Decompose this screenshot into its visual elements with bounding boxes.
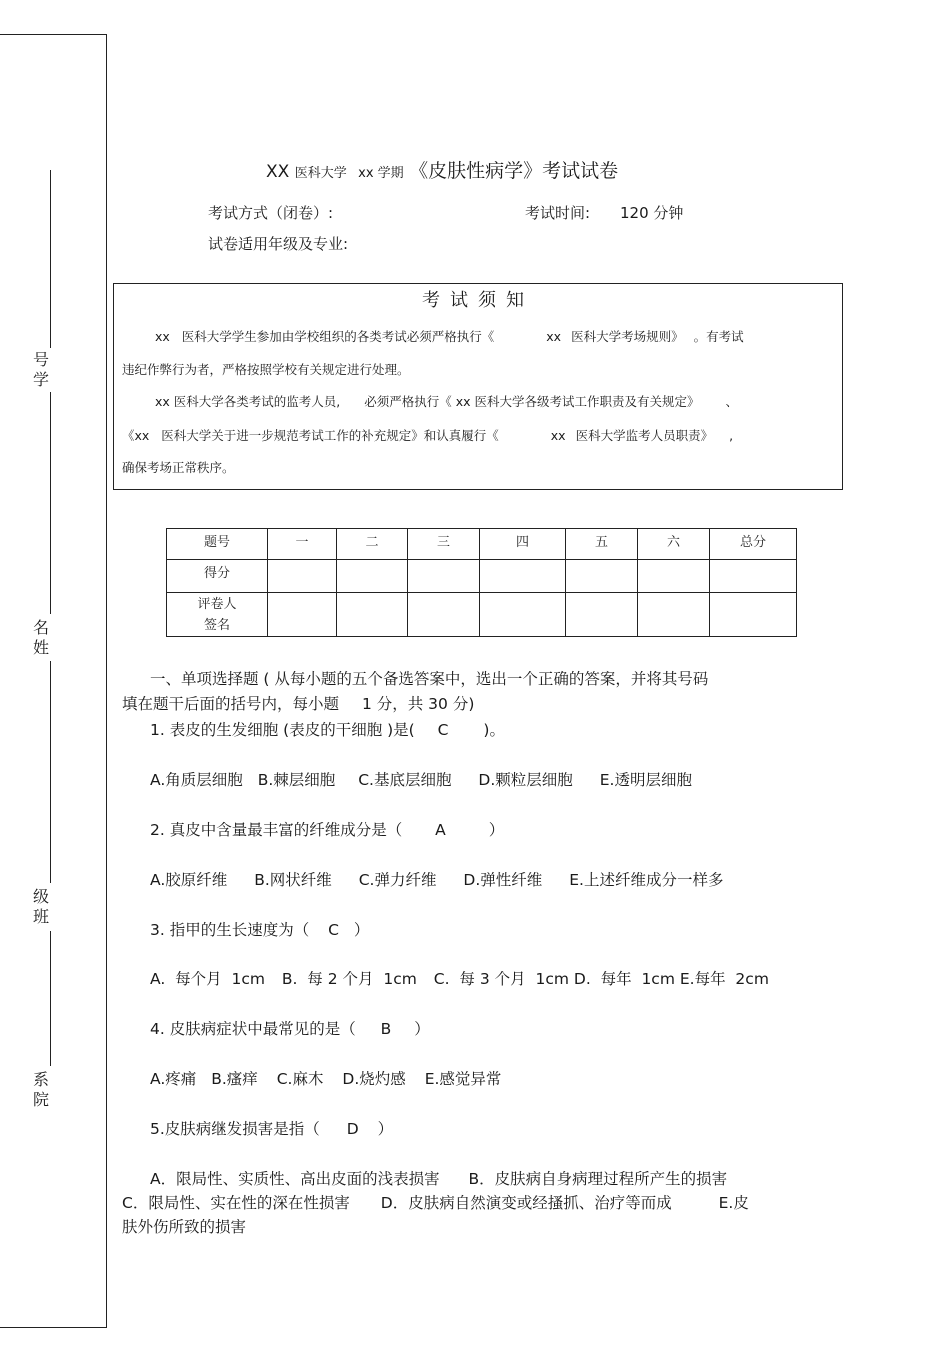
exam-mode: 考试方式（闭卷）: bbox=[208, 204, 334, 222]
notice-line bbox=[155, 392, 738, 410]
grader-cell[interactable] bbox=[638, 593, 710, 637]
notice-text: 医科大学关于进一步规范考试工作的补充规定》和认真履行《 bbox=[161, 428, 499, 443]
option: C.弹力纤维 bbox=[358, 871, 437, 889]
table-header-cell: 五 bbox=[566, 529, 638, 560]
question-text: 1. 表皮的生发细胞 (表皮的干细胞 )是( bbox=[150, 721, 415, 739]
notice-text: xx 医科大学各类考试的监考人员, bbox=[155, 394, 341, 409]
binding-divider bbox=[50, 170, 51, 348]
question-stem bbox=[150, 818, 504, 840]
score-cell[interactable] bbox=[268, 560, 337, 593]
binding-divider bbox=[50, 931, 51, 1066]
question-options: 肤外伤所致的损害 bbox=[122, 1218, 247, 1236]
binding-divider bbox=[50, 661, 51, 883]
answer-text: D bbox=[346, 1120, 359, 1138]
title-part: 《皮肤性病学》考试试卷 bbox=[409, 160, 619, 182]
notice-text: xx bbox=[155, 329, 170, 344]
option: C．限局性、实在性的深在性损害 bbox=[122, 1194, 350, 1212]
grader-cell[interactable] bbox=[337, 593, 408, 637]
score-cell[interactable] bbox=[638, 560, 710, 593]
grader-row-label bbox=[167, 593, 268, 637]
notice-line bbox=[122, 426, 733, 444]
notice-text: , bbox=[729, 428, 734, 443]
exam-time-value: 120 分钟 bbox=[620, 204, 684, 222]
question-options bbox=[150, 868, 723, 890]
question-text: ） bbox=[414, 1020, 430, 1038]
option: A．限局性、实质性、高出皮面的浅表损害 bbox=[150, 1170, 440, 1188]
score-cell[interactable] bbox=[710, 560, 797, 593]
score-cell[interactable] bbox=[566, 560, 638, 593]
option: B.棘层细胞 bbox=[257, 771, 336, 789]
binding-label-department: 系院 bbox=[32, 1070, 49, 1109]
table-header-cell: 题号 bbox=[167, 529, 268, 560]
grader-cell[interactable] bbox=[268, 593, 337, 637]
question-text: ） bbox=[377, 1120, 394, 1138]
table-header-cell: 四 bbox=[480, 529, 566, 560]
grader-cell[interactable] bbox=[408, 593, 480, 637]
question-text: 3. 指甲的生长速度为（ bbox=[150, 921, 310, 939]
answer-text: B bbox=[380, 1020, 392, 1038]
binding-label-class: 级班 bbox=[32, 887, 49, 926]
option: E.感觉异常 bbox=[424, 1070, 502, 1088]
question-text: ） bbox=[353, 921, 370, 939]
table-header-cell: 六 bbox=[638, 529, 710, 560]
option: A.角质层细胞 bbox=[150, 771, 243, 789]
grade-major: 试卷适用年级及专业: bbox=[208, 235, 349, 253]
question-options bbox=[150, 967, 769, 989]
notice-text: 医科大学学生参加由学校组织的各类考试必须严格执行《 bbox=[181, 329, 495, 344]
section-heading: 一、单项选择题 ( 从每小题的五个备选答案中，选出一个正确的答案，并将其号码 bbox=[150, 670, 709, 688]
option: C. 每 3 个月 1cm D. 每年 1cm E.每年 2cm bbox=[433, 970, 769, 988]
grader-cell[interactable] bbox=[480, 593, 566, 637]
notice-line bbox=[155, 327, 744, 345]
grader-cell[interactable] bbox=[566, 593, 638, 637]
table-header-cell: 一 bbox=[268, 529, 337, 560]
title-part: XX bbox=[266, 162, 290, 182]
option: D．皮肤病自然演变或经搔抓、治疗等而成 bbox=[380, 1194, 672, 1212]
score-row-label: 得分 bbox=[167, 560, 268, 593]
option: B．皮肤病自身病理过程所产生的损害 bbox=[468, 1170, 728, 1188]
title-part: xx 学期 bbox=[358, 166, 404, 181]
section-heading-text: 填在题干后面的括号内，每小题 bbox=[122, 695, 340, 713]
option: C.麻木 bbox=[276, 1070, 324, 1088]
option: D.弹性纤维 bbox=[463, 871, 543, 889]
score-table bbox=[166, 528, 797, 637]
option: A. 每个月 1cm bbox=[150, 970, 265, 988]
section-heading-text: 1 分，共 30 分) bbox=[361, 695, 475, 713]
option: D.颗粒层细胞 bbox=[478, 771, 573, 789]
score-cell[interactable] bbox=[337, 560, 408, 593]
binding-label-student-id: 号学 bbox=[32, 350, 49, 389]
grader-label-line: 签名 bbox=[203, 617, 230, 633]
notice-text: 医科大学考场规则》 bbox=[571, 329, 684, 344]
notice-line: 确保考场正常秩序。 bbox=[122, 460, 235, 475]
question-stem bbox=[150, 1117, 393, 1139]
option: B.网状纤维 bbox=[254, 871, 332, 889]
question-text: 4. 皮肤病症状中最常见的是（ bbox=[150, 1020, 356, 1038]
notice-text: 。有考试 bbox=[693, 329, 744, 344]
answer-text: C bbox=[328, 921, 339, 939]
question-options bbox=[150, 1167, 727, 1189]
option: C.基底层细胞 bbox=[358, 771, 452, 789]
section-heading bbox=[122, 692, 474, 714]
score-cell[interactable] bbox=[480, 560, 566, 593]
question-stem bbox=[150, 918, 369, 940]
score-cell[interactable] bbox=[408, 560, 480, 593]
option: A.胶原纤维 bbox=[150, 871, 228, 889]
answer-text: A bbox=[435, 821, 446, 839]
question-text: 5.皮肤病继发损害是指（ bbox=[150, 1120, 320, 1138]
answer-text: C bbox=[437, 721, 449, 739]
question-text: 2. 真皮中含量最丰富的纤维成分是（ bbox=[150, 821, 403, 839]
binding-divider bbox=[50, 392, 51, 614]
binding-label-name: 名姓 bbox=[32, 618, 49, 657]
table-row bbox=[167, 593, 797, 637]
question-options bbox=[122, 1191, 749, 1213]
notice-text: 、 bbox=[725, 394, 738, 409]
table-header-cell: 总分 bbox=[710, 529, 797, 560]
question-options bbox=[150, 768, 692, 790]
exam-title bbox=[266, 156, 618, 183]
grader-label-line: 评卷人 bbox=[197, 596, 237, 612]
notice-text: xx bbox=[546, 329, 562, 344]
notice-text: 必须严格执行《 xx 医科大学各级考试工作职责及有关规定》 bbox=[364, 394, 700, 409]
title-part: 医科大学 bbox=[294, 166, 347, 181]
notice-text: 医科大学监考人员职责》 bbox=[575, 428, 714, 443]
table-row bbox=[167, 560, 797, 593]
question-options bbox=[150, 1067, 501, 1089]
option: B.瘙痒 bbox=[211, 1070, 258, 1088]
notice-text: xx bbox=[550, 428, 566, 443]
option: A.疼痛 bbox=[150, 1070, 197, 1088]
grader-cell[interactable] bbox=[710, 593, 797, 637]
notice-line: 违纪作弊行为者，严格按照学校有关规定进行处理。 bbox=[122, 362, 410, 377]
option: E.透明层细胞 bbox=[599, 771, 692, 789]
table-header-cell: 三 bbox=[408, 529, 480, 560]
question-stem bbox=[150, 718, 505, 740]
exam-time-label: 考试时间: bbox=[525, 204, 591, 222]
binding-strip bbox=[0, 34, 107, 1328]
notice-text: 《xx bbox=[122, 428, 150, 443]
question-stem bbox=[150, 1017, 430, 1039]
table-header-cell: 二 bbox=[337, 529, 408, 560]
question-text: ） bbox=[488, 821, 505, 839]
option: E.上述纤维成分一样多 bbox=[569, 871, 724, 889]
notice-title: 考试须知 bbox=[422, 290, 534, 311]
question-text: )。 bbox=[483, 721, 505, 739]
option: E.皮 bbox=[718, 1194, 749, 1212]
option: D.烧灼感 bbox=[342, 1070, 406, 1088]
table-row bbox=[167, 529, 797, 560]
option: B. 每 2 个月 1cm bbox=[281, 970, 417, 988]
